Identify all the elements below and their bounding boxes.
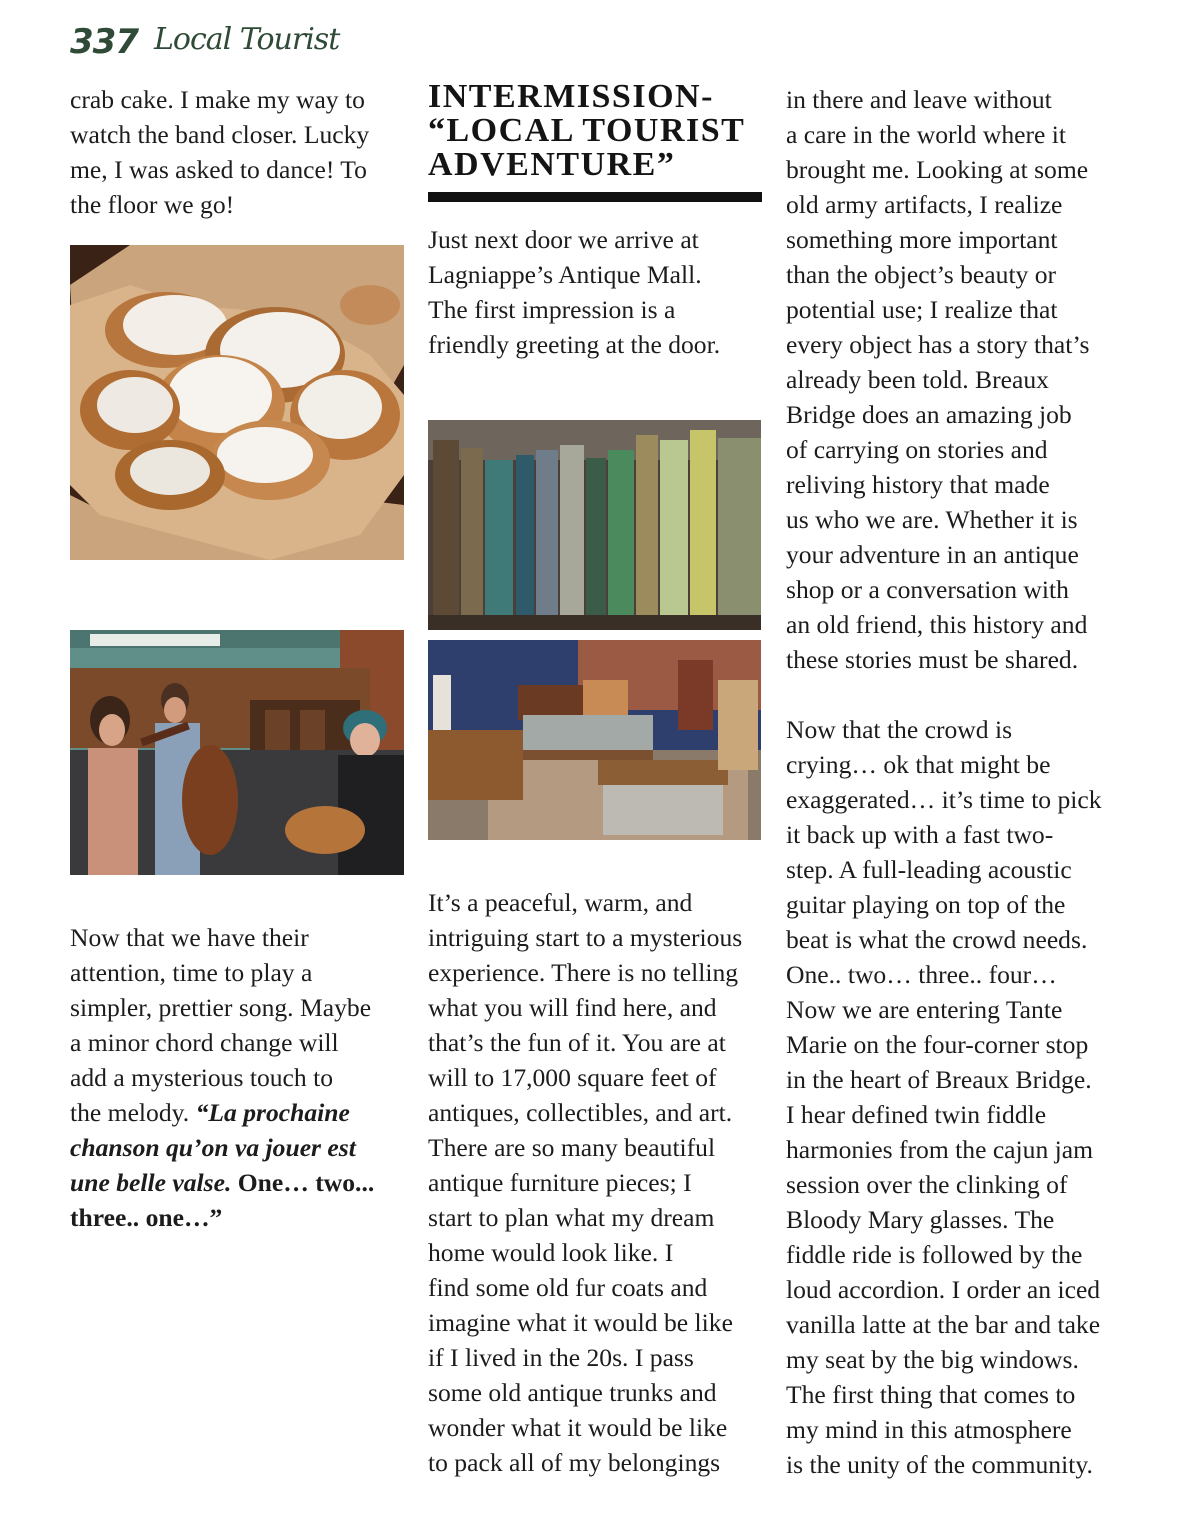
band-photo [70, 630, 404, 875]
french-quote-italic: “La prochaine chanson qu’on va jouer est une belle valse. [70, 1098, 356, 1197]
antique-furniture-photo [428, 640, 761, 840]
count-in-bold: One… two... three.. one…” [70, 1168, 375, 1232]
section-headline: INTERMISSION- “LOCAL TOURIST ADVENTURE” [428, 78, 746, 183]
column3-paragraph-2: Now that the crowd is crying… ok that might be exaggerated… it’s time to pick it back up with a fast two- step. A full-leading acoustic guitar playing on top of the beat is what the crowd needs. One.. two… three.. four… Now we are entering Tante Marie on the four-corner stop in the heart of Breaux Bridge. I hear defined twin fiddle harmonies from the cajun jam session over the clinking of Bloody Mary glasses. The fiddle ride is followed by the loud accordion. I order an iced vanilla latte at the bar and take my seat by the big windows. The first thing that comes to my mind in this atmosphere is the unity of the community. [786, 715, 1102, 1479]
magazine-logo: Local Tourist [154, 22, 340, 57]
column1-paragraph-2-text: Now that we have their attention, time to play a simpler, prettier song. Maybe a minor chord change will add a mysterious touch to the melody. [70, 923, 372, 1127]
headline-rule [428, 192, 762, 202]
column1-paragraph-1: crab cake. I make my way to watch the band closer. Lucky me, I was asked to dance! To the floor we go! [70, 85, 370, 219]
column3-paragraph-1: in there and leave without a care in the world where it brought me. Looking at some old army artifacts, I realize something more important than the object’s beauty or potential use; I realize that every object has a story that’s already been told. Breaux Bridge does an amazing job of carrying on stories and reliving history that made us who we are. Whether it is your adventure in an antique shop or a conversation with an old friend, this history and these stories must be shared. [786, 85, 1090, 674]
books-photo [428, 420, 761, 630]
beignets-photo [70, 245, 404, 560]
page-number: 337 [70, 22, 138, 62]
column2-paragraph-2: It’s a peaceful, warm, and intriguing start to a mysterious experience. There is no telling what you will find here, and that’s the fun of it. You are at will to 17,000 square feet of antiques, collectibles, and art. There are so many beautiful antique furniture pieces; I start to plan what my dream home would look like. I find some old fur coats and imagine what it would be like if I lived in the 20s. I pass some old antique trunks and wonder what it would be like to pack all of my belongings [428, 888, 743, 1477]
column1-paragraph-2 [70, 920, 410, 1235]
column2-paragraph-1: Just next door we arrive at Lagniappe’s Antique Mall. The first impression is a friendly greeting at the door. [428, 225, 721, 359]
